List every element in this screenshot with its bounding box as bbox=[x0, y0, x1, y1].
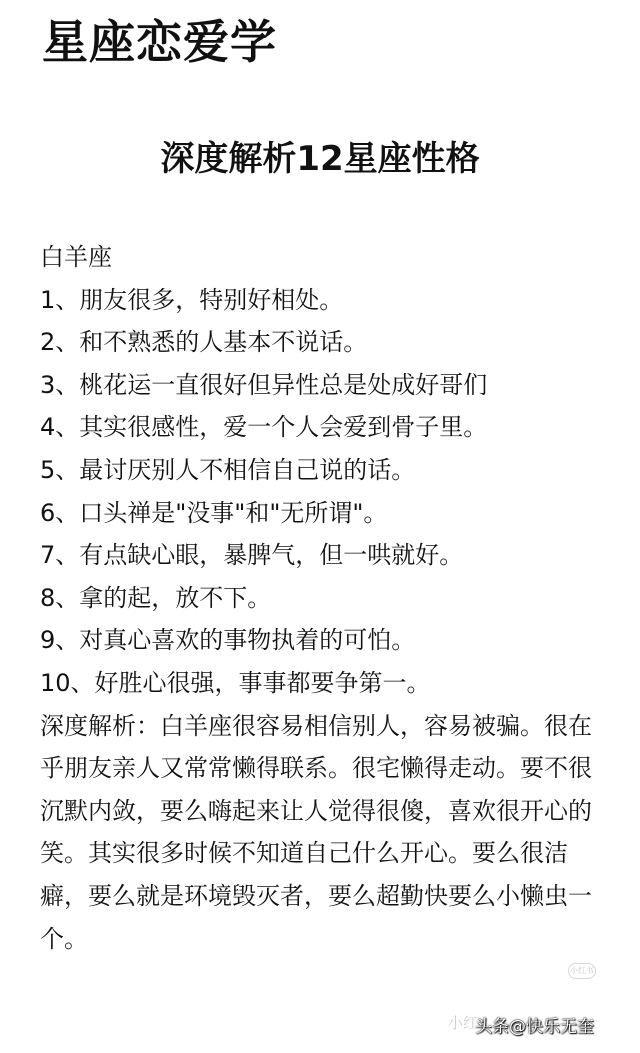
analysis-paragraph: 深度解析：白羊座很容易相信别人，容易被骗。很在乎朋友亲人又常常懒得联系。很宅懒得走动。要不很沉默内敛，要么嗨起来让人觉得很傻，喜欢很开心的笑。其实很多时候不知道自己什么开心。要么很洁癖，要么就是环境毁灭者，要么超勤快要么小懒虫一个。 bbox=[40, 711, 592, 953]
list-item: 7、有点缺心眼，暴脾气，但一哄就好。 bbox=[40, 541, 464, 570]
article-body bbox=[40, 236, 605, 960]
watermark-credit: 头条@快乐无奎 bbox=[475, 1017, 594, 1037]
list-item: 3、桃花运一直很好但异性总是处成好哥们 bbox=[40, 370, 488, 399]
list-item: 6、口头禅是"没事"和"无所谓"。 bbox=[40, 498, 388, 527]
list-item: 10、好胜心很强，事事都要争第一。 bbox=[40, 668, 431, 697]
article-title: 深度解析12星座性格 bbox=[160, 139, 480, 179]
list-item: 5、最讨厌别人不相信自己说的话。 bbox=[40, 455, 416, 484]
watermark-logo: 小红书 bbox=[568, 963, 596, 979]
list-item: 8、拿的起，放不下。 bbox=[40, 583, 272, 612]
list-item: 9、对真心喜欢的事物执着的可怕。 bbox=[40, 626, 416, 655]
list-item: 4、其实很感性，爱一个人会爱到骨子里。 bbox=[40, 413, 488, 442]
list-item: 2、和不熟悉的人基本不说话。 bbox=[40, 328, 368, 357]
watermark-faint-text: 小红 bbox=[448, 1014, 479, 1032]
sign-name: 白羊座 bbox=[40, 243, 112, 271]
list-item: 1、朋友很多，特别好相处。 bbox=[40, 285, 344, 314]
header-title: 星座恋爱学 bbox=[42, 15, 277, 69]
